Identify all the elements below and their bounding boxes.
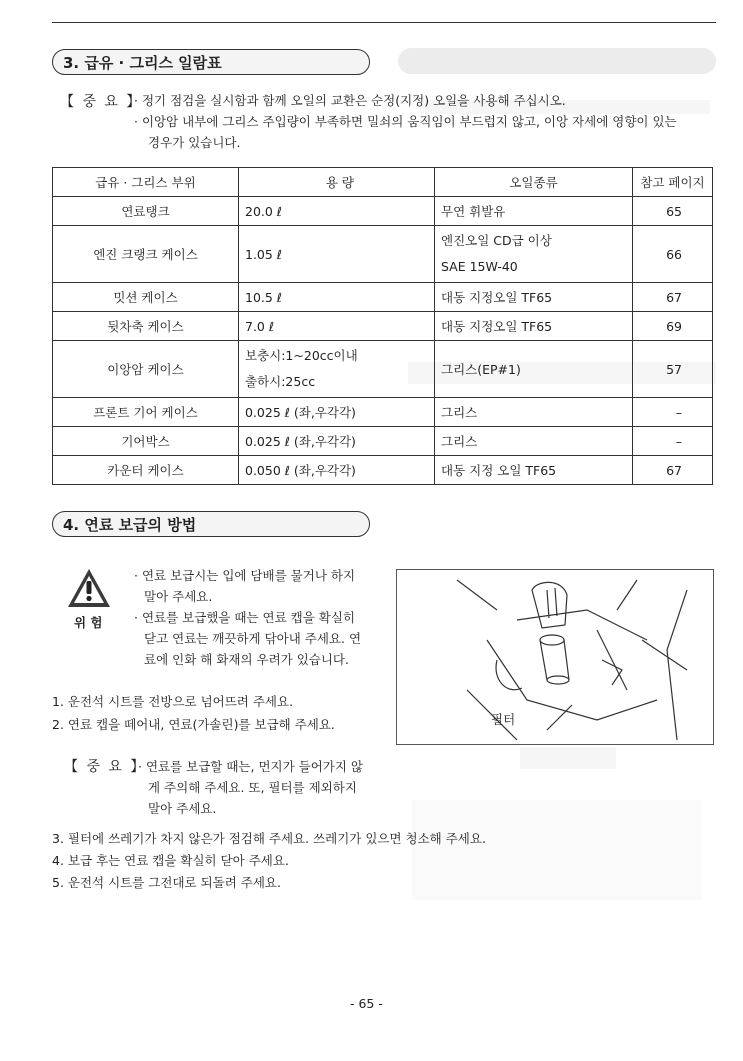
cell-part: 연료탱크: [53, 197, 239, 226]
section-4-note-line-1: · 연료를 보급할 때는, 먼지가 들어가지 않: [138, 759, 363, 774]
cell-page: 57: [633, 341, 713, 398]
section-4-title: [52, 511, 370, 537]
cell-page: 66: [633, 226, 713, 283]
table-row: [53, 197, 713, 226]
cell-capacity: [239, 197, 435, 226]
step-4: 4. 보급 후는 연료 캡을 확실히 닫아 주세요.: [52, 853, 289, 868]
cell-page: –: [633, 398, 713, 427]
step-2: 2. 연료 캡을 떼어내, 연료(가솔린)를 보급해 주세요.: [52, 717, 335, 732]
cell-capacity-line: 출하시:25cc: [245, 374, 316, 389]
section-4-note-line-3: 말아 주세요.: [148, 801, 217, 816]
lubrication-table: [52, 167, 713, 485]
cell-capacity: [239, 312, 435, 341]
cell-oil: [435, 197, 633, 226]
cell-oil-line: 그리스: [441, 434, 478, 449]
bleed-through-pill: [398, 48, 716, 74]
cell-capacity-line: 1.05 ℓ: [245, 246, 282, 262]
cell-page: 67: [633, 283, 713, 312]
section-3-note-line-3: 경우가 있습니다.: [148, 135, 241, 150]
bleed-through-text: [520, 747, 616, 769]
cell-oil: [435, 226, 633, 283]
table-row: [53, 226, 713, 283]
cell-page: 69: [633, 312, 713, 341]
top-rule: [52, 22, 716, 23]
step-5: 5. 운전석 시트를 그전대로 되돌려 주세요.: [52, 875, 281, 890]
cell-capacity-line: 20.0 ℓ: [245, 203, 282, 219]
cell-page: –: [633, 427, 713, 456]
cell-oil: [435, 427, 633, 456]
cell-capacity: [239, 283, 435, 312]
cell-capacity-line: 보충시:1~20cc이내: [245, 348, 358, 363]
cell-capacity: [239, 427, 435, 456]
cell-page: 67: [633, 456, 713, 485]
warning-line-3: · 연료를 보급했을 때는 연료 캡을 확실히: [134, 610, 356, 625]
cell-oil: [435, 456, 633, 485]
section-3-title-text: 3. 급유 · 그리스 일람표: [63, 53, 222, 72]
cell-part: 이앙암 케이스: [53, 341, 239, 398]
warning-label: 위 험: [74, 615, 103, 630]
cell-capacity-line: 0.050 ℓ (좌,우각각): [245, 463, 356, 478]
cell-part: 기어박스: [53, 427, 239, 456]
cell-oil-line: SAE 15W-40: [441, 259, 518, 274]
step-1: 1. 운전석 시트를 전방으로 넘어뜨려 주세요.: [52, 694, 294, 709]
table-row: [53, 312, 713, 341]
table-row: [53, 283, 713, 312]
warning-line-5: 료에 인화 해 화재의 우려가 있습니다.: [144, 652, 349, 667]
header-capacity: 용 량: [239, 168, 435, 197]
header-oil: 오일종류: [435, 168, 633, 197]
header-part: 급유 · 그리스 부위: [53, 168, 239, 197]
warning-line-4: 닫고 연료는 깨끗하게 닦아내 주세요. 연: [144, 631, 362, 646]
table-row: [53, 341, 713, 398]
warning-triangle-icon: [66, 567, 112, 609]
cell-page: 65: [633, 197, 713, 226]
cell-oil-line: 대동 지정 오일 TF65: [441, 463, 557, 478]
section-3-title: [52, 49, 370, 75]
cell-part: 카운터 케이스: [53, 456, 239, 485]
cell-oil: [435, 312, 633, 341]
table-row: [53, 456, 713, 485]
cell-oil: [435, 283, 633, 312]
section-3-note-label: 【 중 요 】: [60, 94, 143, 110]
warning-line-1: · 연료 보급시는 입에 담배를 물거나 하지: [134, 568, 356, 583]
cell-part: 뒷차축 케이스: [53, 312, 239, 341]
cell-oil-line: 그리스(EP#1): [441, 362, 521, 377]
cell-oil-line: 무연 휘발유: [441, 204, 506, 219]
fuel-filter-illustration: [396, 569, 714, 745]
bleed-through-text: [412, 800, 702, 900]
filter-callout-label: 필터: [491, 712, 516, 727]
cell-capacity-line: 0.025 ℓ (좌,우각각): [245, 405, 356, 420]
cell-part: 엔진 크랭크 케이스: [53, 226, 239, 283]
section-4-note-label: 【 중 요 】: [64, 759, 147, 775]
cell-capacity-line: 0.025 ℓ (좌,우각각): [245, 434, 356, 449]
table-header-row: [53, 168, 713, 197]
cell-oil: [435, 341, 633, 398]
cell-capacity: [239, 398, 435, 427]
section-3-note-line-1: · 정기 점검을 실시함과 함께 오일의 교환은 순정(지정) 오일을 사용해 주십시오.: [134, 93, 566, 108]
fuel-filter-drawing: [397, 570, 713, 744]
cell-capacity-line: 10.5 ℓ: [245, 289, 282, 305]
cell-capacity: [239, 456, 435, 485]
cell-oil-line: 엔진오일 CD급 이상: [441, 233, 552, 248]
table-row: [53, 398, 713, 427]
header-page: 참고 페이지: [633, 168, 713, 197]
warning-line-2: 말아 주세요.: [144, 589, 213, 604]
cell-capacity: [239, 226, 435, 283]
cell-capacity: [239, 341, 435, 398]
section-4-note-line-2: 게 주의해 주세요. 또, 필터를 제외하지: [148, 780, 357, 795]
cell-part: 프론트 기어 케이스: [53, 398, 239, 427]
cell-capacity-line: 7.0 ℓ: [245, 318, 275, 334]
cell-oil-line: 대동 지정오일 TF65: [441, 319, 553, 334]
page-number: - 65 -: [350, 996, 383, 1011]
table-row: [53, 427, 713, 456]
cell-part: 밋션 케이스: [53, 283, 239, 312]
step-3: 3. 필터에 쓰레기가 차지 않은가 점검해 주세요. 쓰레기가 있으면 청소해 주세요.: [52, 831, 486, 846]
cell-oil-line: 대동 지정오일 TF65: [441, 290, 553, 305]
cell-oil: [435, 398, 633, 427]
section-3-note-line-2: · 이앙암 내부에 그리스 주입량이 부족하면 밀쇠의 움직임이 부드럽지 않고, 이앙 자세에 영향이 있는: [134, 114, 677, 129]
section-4-title-text: 4. 연료 보급의 방법: [63, 515, 197, 534]
cell-oil-line: 그리스: [441, 405, 478, 420]
